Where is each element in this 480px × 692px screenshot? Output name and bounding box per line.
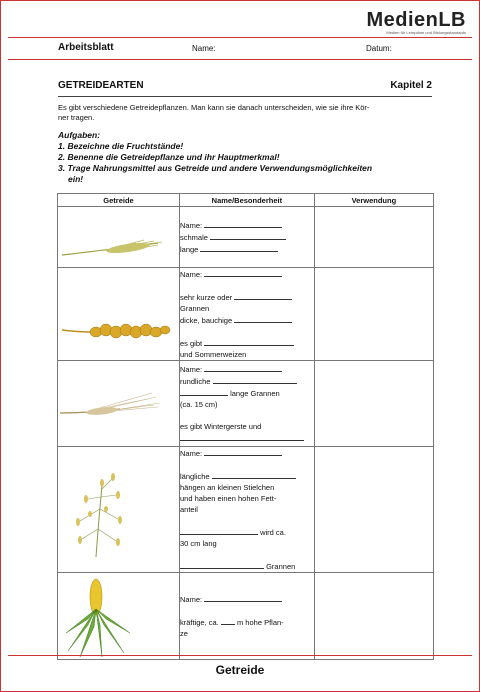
field-label: Name:	[180, 221, 203, 230]
grain-image-cell	[58, 268, 180, 361]
name-cell	[180, 207, 315, 268]
col-header-name: Name/Besonderheit	[180, 194, 315, 207]
answer-blank[interactable]	[213, 375, 297, 384]
table-row	[58, 207, 434, 268]
task-3: 3. Trage Nahrungsmittel aus Getreide und andere Verwendungsmöglichkeiten	[58, 163, 373, 173]
col-header-grain: Getreide	[58, 194, 180, 207]
field-label: wird ca.	[260, 528, 286, 537]
name-cell	[180, 361, 315, 447]
field-label: lange Grannen	[230, 389, 280, 398]
footer-rule	[8, 655, 472, 656]
task-1: 1. Bezeichne die Fruchtstände!	[58, 141, 184, 151]
worksheet-header	[58, 42, 440, 56]
header-top-rule	[8, 37, 472, 38]
answer-blank[interactable]	[180, 432, 304, 441]
title-rule	[58, 96, 432, 97]
answer-blank[interactable]	[204, 337, 294, 346]
grain-image-cell	[58, 573, 180, 660]
field-label: schmale	[180, 233, 208, 242]
answer-blank[interactable]	[221, 616, 235, 625]
field-label: Grannen	[180, 304, 210, 313]
section-title: GETREIDEARTEN	[58, 80, 144, 91]
table-row	[58, 361, 434, 447]
answer-blank[interactable]	[204, 593, 282, 602]
answer-blank[interactable]	[180, 560, 264, 569]
use-cell[interactable]	[314, 573, 433, 660]
tasks-heading: Aufgaben:	[58, 130, 101, 140]
table-row	[58, 268, 434, 361]
name-cell	[180, 268, 315, 361]
field-label: dicke, bauchige	[180, 316, 233, 325]
field-label: rundliche	[180, 377, 211, 386]
field-label: (ca. 15 cm)	[180, 400, 218, 409]
field-label: Name:	[180, 365, 203, 374]
table-row	[58, 447, 434, 573]
grain-table	[57, 193, 434, 660]
grain-image-cell	[58, 207, 180, 268]
answer-blank[interactable]	[180, 526, 258, 535]
field-label: m hohe Pflan-	[236, 618, 284, 627]
col-header-use: Verwendung	[314, 194, 433, 207]
barley-image	[58, 361, 179, 446]
answer-blank[interactable]	[180, 387, 228, 396]
grain-image-cell	[58, 447, 180, 573]
task-list	[58, 130, 428, 185]
field-label: und Sommerweizen	[180, 350, 247, 359]
field-label: Name:	[180, 449, 203, 458]
field-label: es gibt Wintergerste und	[180, 422, 262, 431]
use-cell[interactable]	[314, 361, 433, 447]
grain-image-cell	[58, 361, 180, 447]
chapter-label: Kapitel 2	[390, 80, 432, 91]
task-3-cont: ein!	[68, 174, 84, 184]
answer-blank[interactable]	[234, 291, 292, 300]
field-label: sehr kurze oder	[180, 293, 233, 302]
wheat-spike-image	[58, 207, 179, 267]
date-label: Datum:	[366, 44, 392, 53]
oat-image	[58, 449, 179, 571]
corn-image	[58, 573, 179, 659]
wheat-ear-image	[58, 272, 179, 357]
use-cell[interactable]	[314, 447, 433, 573]
field-label: Name:	[180, 595, 203, 604]
field-label: kräftige, ca.	[180, 618, 219, 627]
field-label: 30 cm lang	[180, 539, 217, 548]
field-label: hängen an kleinen Stielchen	[180, 483, 275, 492]
answer-blank[interactable]	[210, 231, 286, 240]
field-label: und haben einen hohen Fett-	[180, 494, 277, 503]
intro-text: Es gibt verschiedene Getreidepflanzen. Man kann sie danach unterscheiden, wie sie ihre Kör- ner tragen.	[58, 103, 370, 122]
logo-name: MedienLB	[366, 9, 466, 31]
answer-blank[interactable]	[204, 219, 282, 228]
name-label: Name:	[192, 44, 216, 53]
header-bottom-rule	[8, 59, 472, 60]
field-label: längliche	[180, 472, 210, 481]
field-label: ze	[180, 629, 188, 638]
answer-blank[interactable]	[204, 268, 282, 277]
answer-blank[interactable]	[204, 447, 282, 456]
worksheet-title: Arbeitsblatt	[58, 42, 114, 53]
table-row	[58, 573, 434, 660]
use-cell[interactable]	[314, 207, 433, 268]
field-label: lange	[180, 245, 199, 254]
answer-blank[interactable]	[234, 314, 292, 323]
footer-title: Getreide	[215, 663, 265, 677]
field-label: anteil	[180, 505, 198, 514]
use-cell[interactable]	[314, 268, 433, 361]
table-header-row	[58, 194, 434, 207]
answer-blank[interactable]	[200, 243, 278, 252]
logo-tagline: Medien für Lehrpläne und Bildungsstandards	[386, 30, 466, 35]
field-label: Name:	[180, 270, 203, 279]
section-title-row	[58, 80, 432, 94]
task-2: 2. Benenne die Getreidepflanze und ihr Hauptmerkmal!	[58, 152, 280, 162]
name-cell	[180, 573, 315, 660]
name-cell	[180, 447, 315, 573]
logo	[366, 10, 466, 36]
field-label: es gibt	[180, 339, 203, 348]
answer-blank[interactable]	[212, 470, 296, 479]
field-label: Grannen	[266, 562, 296, 571]
answer-blank[interactable]	[204, 363, 282, 372]
